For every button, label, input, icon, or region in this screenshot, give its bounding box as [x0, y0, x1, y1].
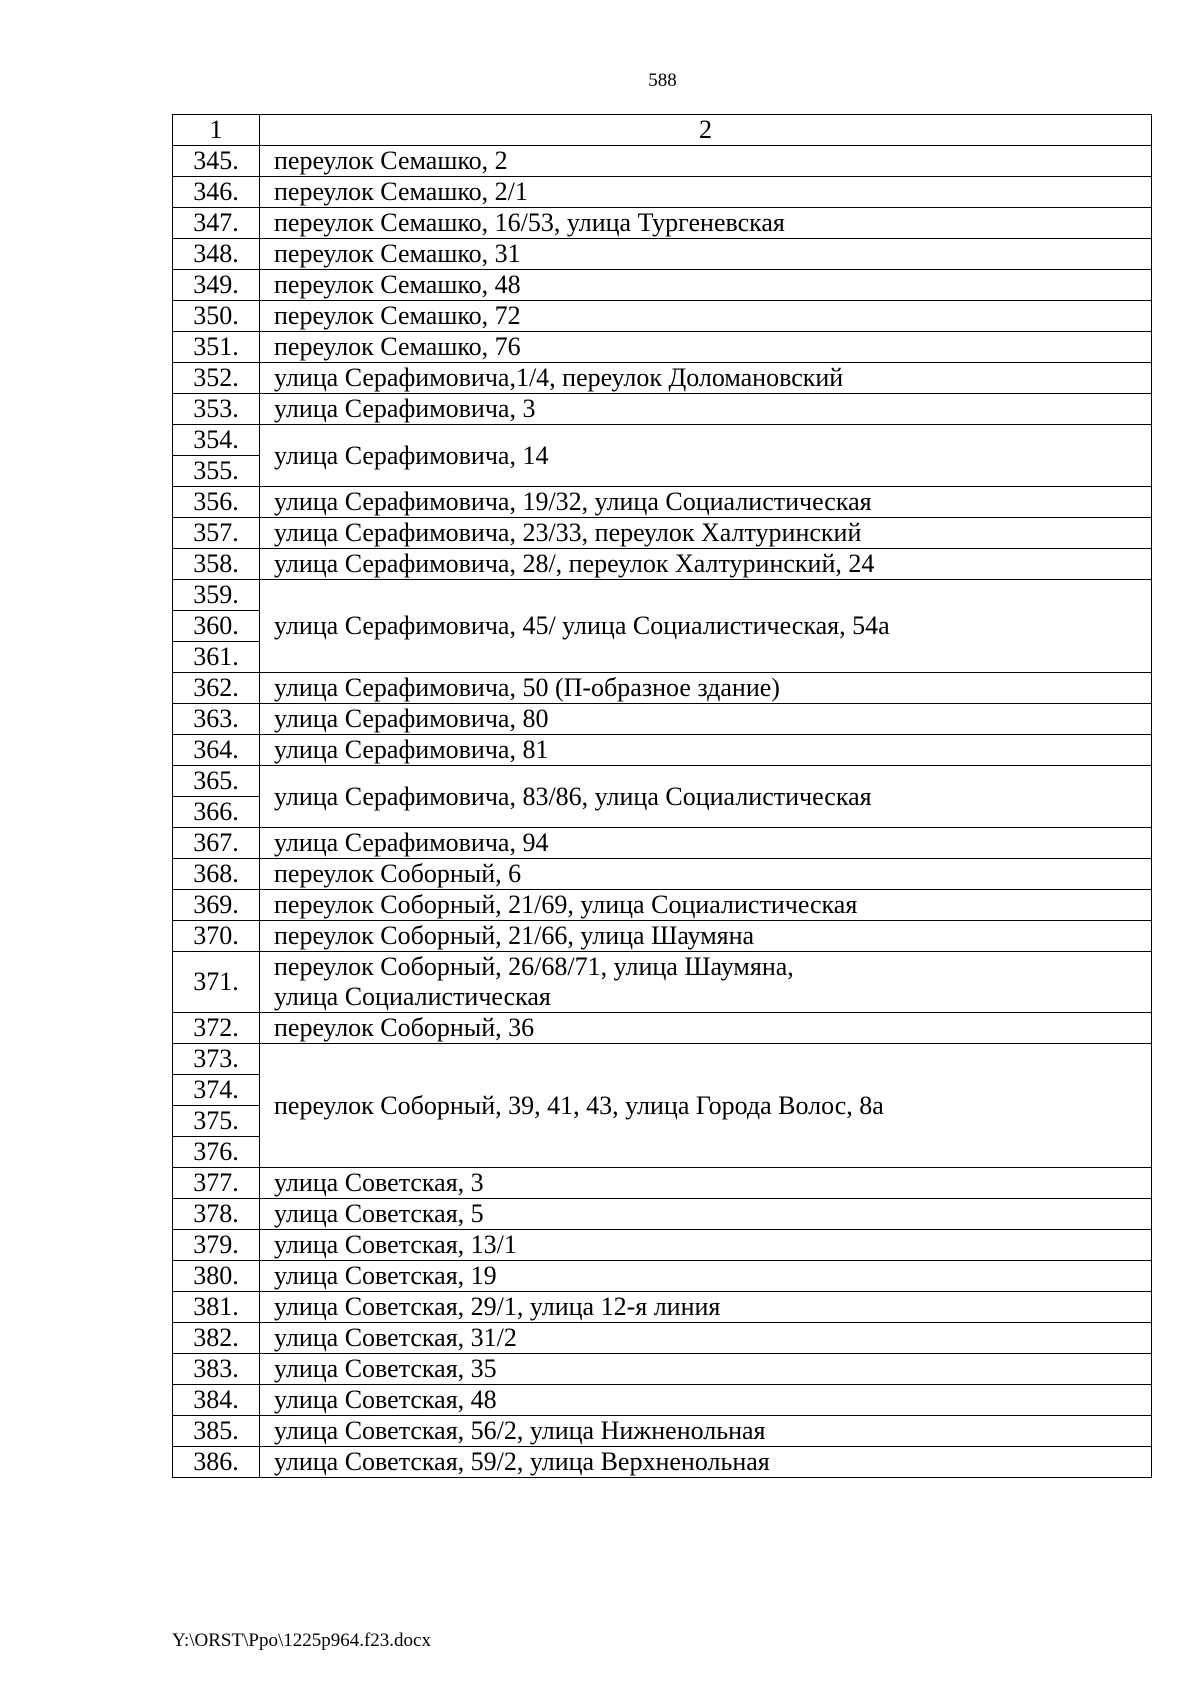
row-number-stack — [173, 270, 259, 300]
table-row — [173, 1261, 1152, 1292]
row-number-stack — [173, 1323, 259, 1353]
page-number: 588 — [648, 70, 677, 91]
row-number: 361. — [173, 641, 259, 672]
address-text: улица Советская, 5 — [274, 1199, 484, 1228]
row-number-cell — [173, 518, 260, 549]
row-number: 379. — [193, 1230, 239, 1259]
row-number: 348. — [193, 239, 239, 268]
row-number: 373. — [193, 1044, 239, 1073]
address-table — [172, 114, 1152, 1478]
row-number-cell — [173, 487, 260, 518]
address-cell — [260, 1230, 1152, 1261]
table-row — [173, 239, 1152, 270]
row-number-stack — [173, 1044, 259, 1167]
row-number: 362. — [193, 673, 239, 702]
row-number: 359. — [193, 580, 239, 609]
address-text: улица Советская, 48 — [274, 1385, 497, 1414]
row-number: 372. — [193, 1013, 239, 1042]
row-number-stack — [173, 673, 259, 703]
row-number: 368. — [193, 859, 239, 888]
row-number-cell — [173, 890, 260, 921]
row-number-stack — [173, 1230, 259, 1260]
row-number-cell — [173, 332, 260, 363]
table-row — [173, 673, 1152, 704]
row-number: 376. — [173, 1136, 259, 1167]
row-number-stack — [173, 301, 259, 331]
row-number: 375. — [173, 1105, 259, 1136]
address-text: улица Серафимовича, 3 — [274, 394, 536, 423]
address-cell — [260, 952, 1152, 1013]
table-row — [173, 890, 1152, 921]
address-text: улица Советская, 35 — [274, 1354, 497, 1383]
row-number-stack — [173, 239, 259, 269]
table-row — [173, 363, 1152, 394]
row-number: 353. — [193, 394, 239, 423]
row-number-stack — [173, 425, 259, 486]
row-number: 381. — [193, 1292, 239, 1321]
row-number-stack — [173, 549, 259, 579]
row-number-stack — [173, 1013, 259, 1043]
row-number-stack — [173, 146, 259, 176]
address-text: улица Социалистическая — [274, 982, 551, 1011]
row-number-cell — [173, 952, 260, 1013]
table-row — [173, 270, 1152, 301]
address-cell — [260, 580, 1152, 673]
row-number-cell — [173, 301, 260, 332]
address-text: улица Советская, 13/1 — [274, 1230, 517, 1259]
table-row — [173, 146, 1152, 177]
row-number-stack — [173, 735, 259, 765]
row-number-cell — [173, 1261, 260, 1292]
row-number-cell — [173, 1013, 260, 1044]
row-number: 382. — [193, 1323, 239, 1352]
row-number-stack — [173, 487, 259, 517]
row-number-cell — [173, 1292, 260, 1323]
row-number: 365. — [193, 766, 239, 795]
address-text: улица Советская, 56/2, улица Нижненольная — [274, 1416, 766, 1445]
row-number-cell — [173, 1230, 260, 1261]
row-number: 354. — [193, 425, 239, 454]
table-row — [173, 766, 1152, 828]
row-number: 370. — [193, 921, 239, 950]
address-text: улица Серафимовича, 14 — [274, 440, 549, 470]
table-row — [173, 1416, 1152, 1447]
table-row — [173, 332, 1152, 363]
row-number: 351. — [193, 332, 239, 361]
address-cell — [260, 177, 1152, 208]
row-number-stack — [173, 580, 259, 672]
row-number-cell — [173, 177, 260, 208]
row-number-cell — [173, 549, 260, 580]
table-row — [173, 518, 1152, 549]
row-number-stack — [173, 332, 259, 362]
address-cell — [260, 1292, 1152, 1323]
address-text: улица Серафимовича, 19/32, улица Социалистическая — [274, 487, 872, 516]
row-number: 347. — [193, 208, 239, 237]
row-number-cell — [173, 580, 260, 673]
address-cell — [260, 890, 1152, 921]
table-row — [173, 704, 1152, 735]
row-number-cell — [173, 673, 260, 704]
address-text: улица Советская, 3 — [274, 1168, 484, 1197]
row-number: 377. — [193, 1168, 239, 1197]
address-text: переулок Соборный, 21/69, улица Социалистическая — [274, 890, 858, 919]
address-cell — [260, 1323, 1152, 1354]
address-cell — [260, 1044, 1152, 1168]
row-number-cell — [173, 394, 260, 425]
table-row — [173, 1354, 1152, 1385]
address-cell — [260, 1199, 1152, 1230]
address-cell — [260, 425, 1152, 487]
row-number-stack — [173, 1292, 259, 1322]
row-number: 360. — [173, 610, 259, 641]
table-row — [173, 394, 1152, 425]
address-text: улица Серафимовича, 80 — [274, 704, 549, 733]
table-row — [173, 208, 1152, 239]
row-number-stack — [173, 1199, 259, 1229]
row-number-cell — [173, 704, 260, 735]
address-cell — [260, 332, 1152, 363]
header-cell-number: 1 — [173, 115, 260, 146]
table-row — [173, 1168, 1152, 1199]
address-text: переулок Соборный, 26/68/71, улица Шаумяна, — [274, 952, 794, 981]
footer-file-path: Y:\ORST\Ppo\1225p964.f23.docx — [172, 1630, 431, 1651]
row-number-cell — [173, 735, 260, 766]
row-number: 358. — [193, 549, 239, 578]
row-number-cell — [173, 146, 260, 177]
address-text: улица Серафимовича, 81 — [274, 735, 549, 764]
row-number: 385. — [193, 1416, 239, 1445]
row-number-cell — [173, 766, 260, 828]
table-row — [173, 177, 1152, 208]
table-row — [173, 580, 1152, 673]
address-cell — [260, 363, 1152, 394]
table-row — [173, 735, 1152, 766]
address-text: улица Серафимовича, 50 (П-образное здание) — [274, 673, 780, 702]
header-cell-address: 2 — [260, 115, 1152, 146]
table-row — [173, 1447, 1152, 1478]
table-row — [173, 952, 1152, 1013]
row-number: 383. — [193, 1354, 239, 1383]
row-number-stack — [173, 1168, 259, 1198]
address-cell — [260, 270, 1152, 301]
table-row — [173, 301, 1152, 332]
row-number-stack — [173, 1385, 259, 1415]
table-row — [173, 1323, 1152, 1354]
table-row — [173, 859, 1152, 890]
address-text: улица Серафимовича, 23/33, переулок Халтуринский — [274, 518, 862, 547]
row-number-cell — [173, 1168, 260, 1199]
row-number-stack — [173, 208, 259, 238]
table-row — [173, 828, 1152, 859]
address-cell — [260, 673, 1152, 704]
address-cell — [260, 487, 1152, 518]
address-cell — [260, 146, 1152, 177]
address-text: улица Серафимовича, 28/, переулок Халтуринский, 24 — [274, 549, 875, 578]
address-text: переулок Соборный, 21/66, улица Шаумяна — [274, 921, 755, 950]
address-cell — [260, 735, 1152, 766]
address-text: улица Серафимовича, 94 — [274, 828, 549, 857]
address-cell — [260, 518, 1152, 549]
table-header-row — [173, 115, 1152, 146]
table-row — [173, 425, 1152, 487]
row-number-stack — [173, 859, 259, 889]
row-number-stack — [173, 704, 259, 734]
row-number-cell — [173, 921, 260, 952]
row-number: 371. — [193, 967, 239, 996]
address-text: переулок Соборный, 6 — [274, 859, 522, 888]
table-row — [173, 1230, 1152, 1261]
table-row — [173, 1044, 1152, 1168]
row-number: 357. — [193, 518, 239, 547]
row-number-cell — [173, 1323, 260, 1354]
row-number-stack — [173, 967, 259, 997]
row-number-cell — [173, 828, 260, 859]
table-row — [173, 1013, 1152, 1044]
row-number-stack — [173, 1447, 259, 1477]
address-text: улица Серафимовича, 45/ улица Социалистическая, 54а — [274, 611, 890, 640]
row-number-stack — [173, 1261, 259, 1291]
row-number-stack — [173, 1354, 259, 1384]
address-cell — [260, 1416, 1152, 1447]
row-number-cell — [173, 239, 260, 270]
table-row — [173, 1385, 1152, 1416]
row-number-stack — [173, 921, 259, 951]
row-number: 350. — [193, 301, 239, 330]
address-text: переулок Семашко, 48 — [274, 270, 521, 299]
address-cell — [260, 208, 1152, 239]
address-cell — [260, 1354, 1152, 1385]
row-number: 349. — [193, 270, 239, 299]
row-number: 374. — [173, 1074, 259, 1105]
row-number-stack — [173, 766, 259, 827]
row-number-cell — [173, 208, 260, 239]
row-number-stack — [173, 394, 259, 424]
address-text: улица Советская, 19 — [274, 1261, 497, 1290]
row-number-stack — [173, 363, 259, 393]
row-number-cell — [173, 859, 260, 890]
row-number: 369. — [193, 890, 239, 919]
row-number: 345. — [193, 146, 239, 175]
address-text: переулок Соборный, 39, 41, 43, улица Города Волос, 8а — [274, 1090, 884, 1120]
row-number: 378. — [193, 1199, 239, 1228]
address-text: переулок Соборный, 36 — [274, 1013, 535, 1042]
row-number-cell — [173, 425, 260, 487]
row-number: 384. — [193, 1385, 239, 1414]
address-cell — [260, 1447, 1152, 1478]
address-cell — [260, 1385, 1152, 1416]
address-text: переулок Семашко, 76 — [274, 332, 521, 361]
address-text: переулок Семашко, 2 — [274, 146, 508, 175]
row-number-cell — [173, 1199, 260, 1230]
row-number: 380. — [193, 1261, 239, 1290]
row-number: 366. — [173, 796, 259, 827]
row-number-stack — [173, 828, 259, 858]
row-number: 352. — [193, 363, 239, 392]
row-number-cell — [173, 1447, 260, 1478]
row-number-stack — [173, 177, 259, 207]
address-cell — [260, 859, 1152, 890]
table-row — [173, 1292, 1152, 1323]
row-number-stack — [173, 890, 259, 920]
table-row — [173, 1199, 1152, 1230]
address-text: улица Серафимовича,1/4, переулок Доломановский — [274, 363, 844, 392]
address-cell — [260, 828, 1152, 859]
address-cell — [260, 394, 1152, 425]
table-row — [173, 487, 1152, 518]
row-number-stack — [173, 1416, 259, 1446]
address-text: улица Советская, 31/2 — [274, 1323, 517, 1352]
address-cell — [260, 301, 1152, 332]
address-text: улица Советская, 59/2, улица Верхненольная — [274, 1447, 770, 1476]
row-number: 367. — [193, 828, 239, 857]
address-cell — [260, 1261, 1152, 1292]
table-row — [173, 921, 1152, 952]
row-number: 355. — [173, 455, 259, 486]
address-text: улица Советская, 29/1, улица 12-я линия — [274, 1292, 721, 1321]
table-row — [173, 549, 1152, 580]
row-number: 346. — [193, 177, 239, 206]
address-cell — [260, 921, 1152, 952]
address-cell — [260, 766, 1152, 828]
row-number-cell — [173, 1044, 260, 1168]
address-cell — [260, 549, 1152, 580]
row-number-cell — [173, 1385, 260, 1416]
address-cell — [260, 1013, 1152, 1044]
row-number: 364. — [193, 735, 239, 764]
address-table-body — [173, 115, 1152, 1478]
row-number-cell — [173, 270, 260, 301]
row-number-cell — [173, 363, 260, 394]
row-number-stack — [173, 518, 259, 548]
row-number-cell — [173, 1354, 260, 1385]
address-cell — [260, 704, 1152, 735]
row-number: 356. — [193, 487, 239, 516]
address-text: переулок Семашко, 31 — [274, 239, 521, 268]
address-text: переулок Семашко, 2/1 — [274, 177, 528, 206]
address-text: переулок Семашко, 16/53, улица Тургеневская — [274, 208, 785, 237]
row-number: 363. — [193, 704, 239, 733]
row-number-cell — [173, 1416, 260, 1447]
row-number: 386. — [193, 1447, 239, 1476]
address-cell — [260, 1168, 1152, 1199]
address-text: переулок Семашко, 72 — [274, 301, 521, 330]
address-cell — [260, 239, 1152, 270]
address-text: улица Серафимовича, 83/86, улица Социалистическая — [274, 781, 872, 811]
